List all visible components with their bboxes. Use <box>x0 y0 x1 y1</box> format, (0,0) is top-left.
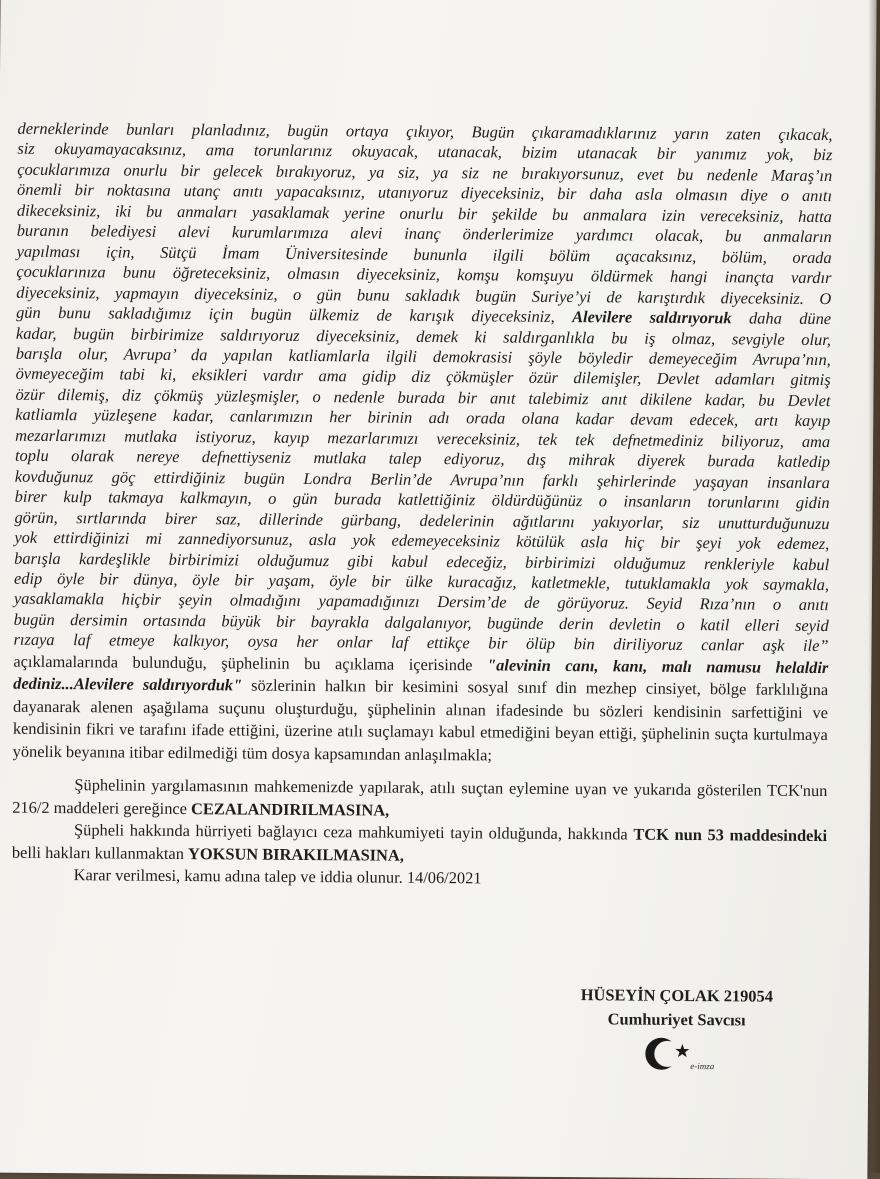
rights-bold-article: TCK nun 53 maddesindeki <box>633 824 828 846</box>
rights-text: Şüpheli hakkında hürriyeti bağlayıcı ceza mahkumiyeti tayin olduğunda, hakkında <box>73 820 634 844</box>
quote-bold-tail: daha düne <box>731 308 832 329</box>
quote-line: yapılması için, Sütçü İmam Üniversitesinde bununla ilgili bölüm açacaksınız, bölüm, orada <box>16 241 832 267</box>
quote-line: mezarlarımızı mutlaka istiyoruz, kayıp mezarlarımızı vereceksiniz, tek tek defnetmediniz biliyoruz, ama <box>15 425 831 451</box>
quote-line: kadar, bugün birbirimize saldırıyoruz diyeceksiniz, demek ki saldırganlıkla bu iş olmaz, sevgiyle olur, <box>15 323 832 349</box>
penalty-request-paragraph <box>12 774 827 825</box>
quote-bold-phrase: Alevilere saldırıyoruk <box>572 307 732 328</box>
quote-line: siz okuyamayacaksınız, ama torunlarınız okuyacak, utanacak, bizim utanacak bir yanımız yok, biz <box>17 139 833 165</box>
quote-line: bugün dersimin ortasında büyük bir bayrakla dalgalanıyor, bugünde derin devletin o katil elleri seyid <box>13 609 829 635</box>
reasoning-start: açıklamalarında bulunduğu, şüphelinin bu açıklama içerisinde <box>13 651 488 675</box>
quote-line: rızaya laf etmeye kalkıyor, oysa her onlar laf ettikçe bir ölüp bin diriliyoruz canlar aşk ile” <box>13 630 829 656</box>
penalty-request-text: Şüphelinin yargılamasının mahkemenizde yapılarak, atılı suçtan eylemine uyan ve yukarıda gösterilen TCK'nun 216/2 maddeleri gereğince <box>12 775 828 818</box>
e-signature-mark <box>642 1036 742 1073</box>
quote-line: övmeyeceğim tabi ki, eksikleri vardır ama gidip diz çökmüşler özür dilemişler, Devlet adamları gitmiş <box>15 364 831 390</box>
reasoning-paragraph <box>13 650 829 769</box>
document-body <box>12 119 833 893</box>
quote-line: kovduğunuz göç ettirdiğiniz bugün Londra Berlin’de Avrupa’nın farklı şehirlerinde yaşayan insanlara <box>14 466 830 492</box>
quoted-statement <box>13 119 832 657</box>
rights-deprivation-paragraph <box>12 819 827 870</box>
reasoning-rest: sözlerinin halkın bir kesimini sosyal sınıf din mezhep cinsiyet, bölge farklılığına dayanarak alenen aşağılama suçunu oluşturduğu, şüphelinin alınan ifadesinde bu sözleri kendisinin sarfettiğini ve kendisinin fikri ve tarafını ifade ettiğini, üzerine atılı suçlamayı kabul etmediğini beyan ettiği, şüphelinin suçta kurtulmaya yönelik beyanına itibar edilmediği tüm dosya kapsamından anlaşılmakla; <box>12 675 829 765</box>
quote-line: toplu olarak nereye defnettiyseniz mutlaka talep ediyoruz, dış mihrak diyerek burada katledip <box>14 445 831 472</box>
quote-line: buranın belediyesi alevi kurumlarımıza alevi inanç önderlerimize yardımcı olacak, bu anmaların <box>16 220 832 247</box>
prosecutor-name: HÜSEYİN ÇOLAK 219054 <box>580 985 774 1006</box>
quote-line: çocuklarınıza bunu öğreteceksiniz, olmasın diyeceksiniz, komşu komşuyu öldürmek hangi inançta vardır <box>16 261 832 288</box>
quote-line: görün, sırtlarında birer saz, dillerinde gürbang, dedelerinin ağıtlarını yakıyorlar, siz unutturduğunuzu <box>14 507 830 533</box>
page-edge-shadow <box>868 0 880 1173</box>
closing-paragraph: Karar verilmesi, kamu adına talep ve iddia olunur. 14/06/2021 <box>73 865 482 888</box>
prosecutor-title: Cumhuriyet Savcısı <box>607 1009 746 1030</box>
quote-line: özür dilemiş, diz çökmüş yüzleşmişler, o nedenle burada bir anıt talebimiz anıt dikilene kadar, bu Devlet <box>15 384 831 410</box>
quote-line: yok ettirdiğinizi mi zannediyorsunuz, asla yok edemeyeceksiniz kötülük asla hiç bir şeyi yok edemez, <box>14 527 830 554</box>
quote-line: önemli bir noktasına utanç anıtı yapacaksınız, utanıyoruz diyeceksiniz, bir daha asla olmasın diye o anıtı <box>17 180 833 206</box>
quote-line: birer kulp takmaya kalkmayın, o gün burada katlettiğiniz öldürdüğünüz o insanların torunlarını gidin <box>14 486 830 513</box>
penalty-request-bold: CEZALANDIRILMASINA, <box>191 798 390 820</box>
quote-line: dikeceksiniz, iki bu anmaları yasaklamak yerine onurlu bir şekilde bu anmalara izin vereceksiniz, hatta <box>16 200 832 226</box>
quote-line: diyeceksiniz, yapmayın diyeceksiniz, o gün bunu sakladık bugün Suriye’yi de karıştırdık diyeceksiniz. O <box>16 282 832 308</box>
quote-line: katliamla yüzleşene kadar, canlarımızın her birinin adı orada olana kadar devam edecek, artı kayıp <box>15 405 831 431</box>
quote-line: derneklerinde bunları planladınız, bugün ortaya çıkıyor, Bugün çıkaramadıklarınız yarın zaten çıkacak, <box>17 118 833 145</box>
quote-line: barışla olur, Avrupa’ da yapılan katliamlarla ilgili demokrasisi şöyle böyledir demeyeceğim Avrupa’nın, <box>15 343 831 370</box>
rights-bold-decision: YOKSUN BIRAKILMASINA, <box>187 843 404 865</box>
reasoning-bold-quote: "alevinin canı, kanı, malı namusu helaldir dediniz...Alevilere saldırıyorduk" <box>13 655 829 695</box>
quote-line-text: gün bunu sakladığımız için bugün ülkemiz de karışık diyeceksiniz, <box>16 302 573 327</box>
quote-line: barışla kardeşlikle birbirimizi olduğumuz gibi kabul edeceğiz, birbirimizi olduğumuz renkleriyle kabul <box>14 548 830 574</box>
e-signature-label: e-imza <box>690 1061 715 1072</box>
quote-line: yasaklamakla hiçbir şeyin olmadığını yapamadığınızı Dersim’de de görüyoruz. Seyid Rıza’nın o anıtı <box>13 589 829 615</box>
quote-line: edip öyle bir dünya, öyle bir yaşam, öyle bir ülke kuracağız, katletmekle, tutuklamakla yok saymakla, <box>13 568 830 595</box>
quote-line: çocuklarımıza onurlu bir gelecek bırakıyoruz, ya siz, ya siz ne bırakıyorsunuz, evet bu nedenle Maraş’ın <box>17 159 833 186</box>
signature-block <box>581 983 774 1033</box>
rights-mid: belli hakları kullanmaktan <box>11 842 189 863</box>
